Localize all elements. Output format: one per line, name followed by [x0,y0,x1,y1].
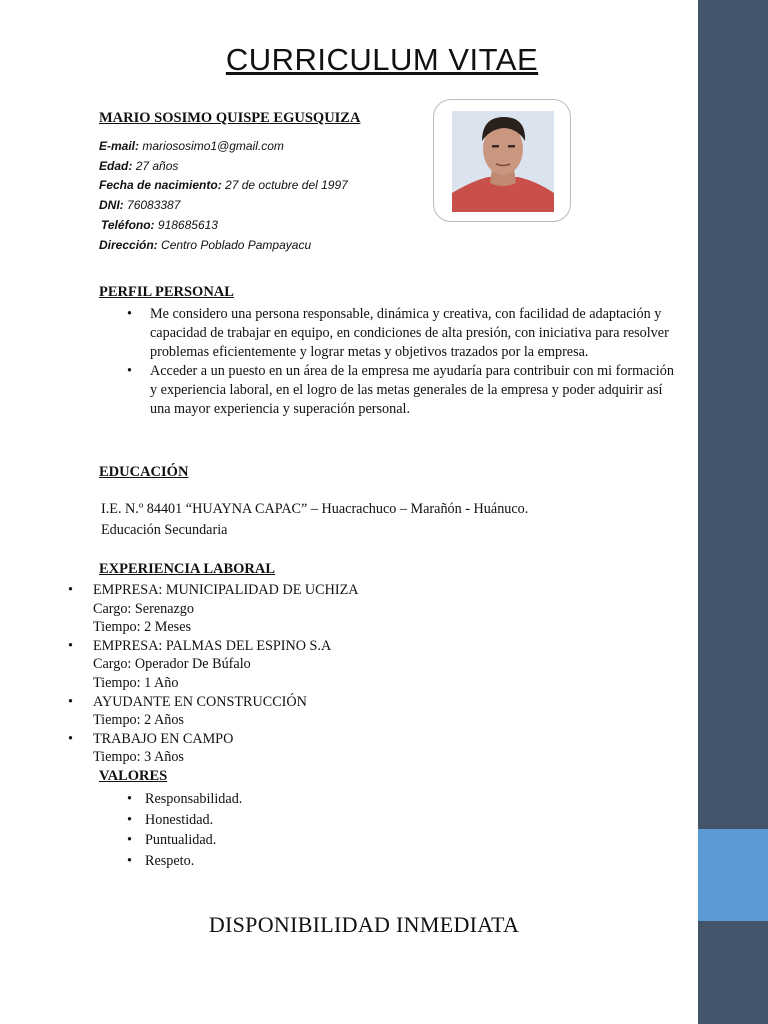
age-label: Edad: [99,158,133,173]
value-text: Responsabilidad. [145,791,243,807]
experience-item [68,730,653,767]
bullet-glyph: • [68,582,73,598]
address-value: Centro Poblado Pampayacu [161,237,312,252]
experience-detail: Tiempo: 3 Años [93,749,184,766]
address-line [99,236,348,256]
availability-footer: DISPONIBILIDAD INMEDIATA [208,912,520,937]
profile-item [127,362,680,419]
bullet-glyph: • [127,852,132,869]
experience-detail: Tiempo: 2 Meses [93,619,192,636]
value-item [127,851,445,872]
photo-frame [433,99,571,222]
experience-title: TRABAJO EN CAMPO [93,730,234,747]
dni-value: 76083387 [127,198,181,213]
profile-photo [452,111,554,212]
experience-item [68,581,653,637]
page-title: CURRICULUM VITAE [225,42,539,77]
bullet-glyph: • [127,811,132,828]
birth-line [99,176,348,196]
experience-detail: Cargo: Operador De Búfalo [93,656,251,673]
education-school: I.E. N.º 84401 “HUAYNA CAPAC” – Huacrachuco – Marañón - Huánuco. [101,501,529,517]
profile-heading: PERFIL PERSONAL [99,284,234,300]
experience-title: EMPRESA: PALMAS DEL ESPINO S.A [93,637,332,654]
experience-detail: Tiempo: 1 Año [93,674,179,691]
age-value: 27 años [135,158,179,173]
bullet-glyph: • [127,791,132,807]
experience-item [68,637,653,693]
value-item [127,830,445,851]
education-heading: EDUCACIÓN [99,464,189,480]
bullet-glyph: • [127,832,132,848]
experience-title: AYUDANTE EN CONSTRUCCIÓN [93,693,307,710]
bullet-glyph: • [127,363,132,379]
value-text: Honestidad. [145,811,214,828]
phone-label: Teléfono: [101,217,155,232]
contact-info [99,137,348,255]
dni-label: DNI: [99,198,124,213]
phone-line [99,216,348,236]
bullet-glyph: • [68,693,73,710]
values-heading: VALORES [99,768,168,784]
education-level: Educación Secundaria [101,522,228,538]
experience-detail: Tiempo: 2 Años [93,712,184,729]
experience-heading: EXPERIENCIA LABORAL [99,561,276,577]
profile-item-text: Acceder a un puesto en un área de la empresa me ayudaría para contribuir con mi formación y experiencia laboral, en el logro de las metas generales de la empresa y poder adquirir así una mayor experiencia y superación personal. [150,363,674,417]
bullet-glyph: • [127,306,132,322]
experience-title: EMPRESA: MUNICIPALIDAD DE UCHIZA [93,582,359,598]
education-block [101,499,528,541]
value-item [127,810,445,831]
email-line [99,137,348,157]
value-text: Puntualidad. [145,832,217,848]
bullet-glyph: • [68,730,73,747]
phone-value: 918685613 [157,217,218,232]
birth-label: Fecha de nacimiento: [99,178,222,193]
experience-detail: Cargo: Serenazgo [93,600,194,617]
profile-item [127,305,680,362]
candidate-name: MARIO SOSIMO QUISPE EGUSQUIZA [99,110,361,126]
experience-item [68,693,653,730]
age-line [99,157,348,177]
dni-line [99,196,348,216]
profile-item-text: Me considero una persona responsable, dinámica y creativa, con facilidad de adaptación y capacidad de trabajar en equipo, en condiciones de alta presión, con iniciativa para resolver problemas eficientemente y lograr metas y objetivos trazados por la empresa. [150,306,669,360]
address-label: Dirección: [99,237,158,252]
value-text: Respeto. [145,852,195,869]
experience-list [68,581,653,767]
email-value: mariososimo1@gmail.com [142,139,284,153]
email-label: E-mail: [99,139,140,153]
birth-value: 27 de octubre del 1997 [225,178,348,193]
sidebar-decoration-light [698,829,768,921]
profile-list [127,305,680,419]
bullet-glyph: • [68,637,73,654]
value-item [127,789,445,810]
values-list [127,789,445,871]
